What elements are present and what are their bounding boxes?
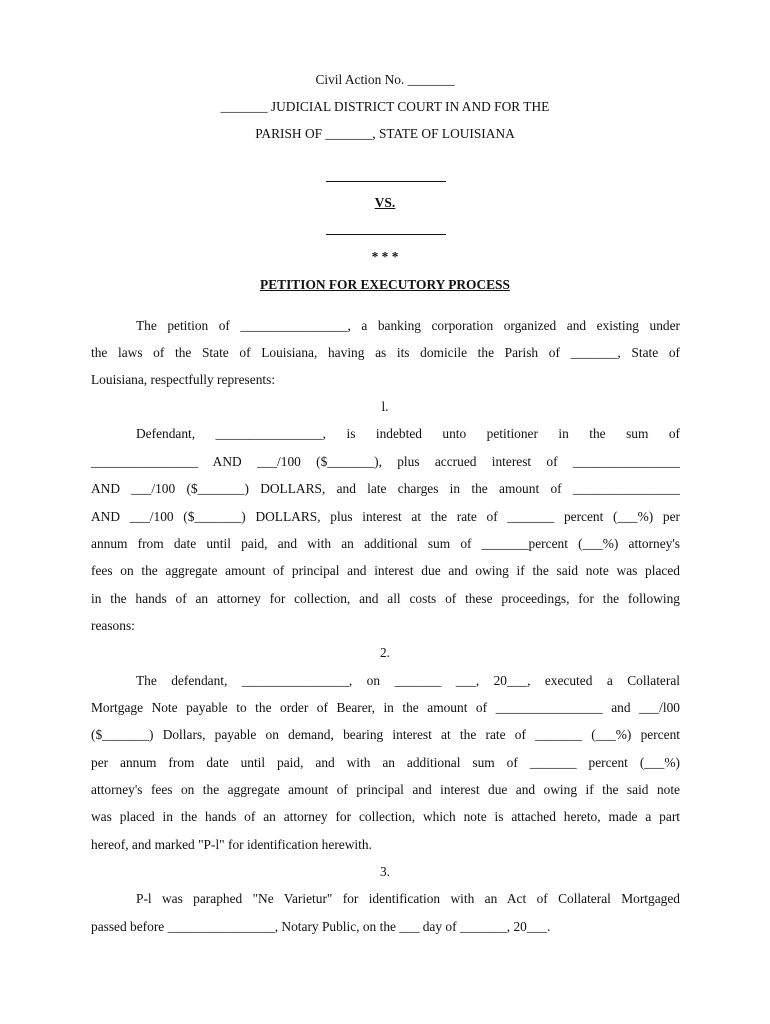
versus-label: VS. <box>374 195 396 210</box>
section-3-line-2: passed before ________________, Notary Public, on the ___ day of _______, 20___. <box>91 919 551 934</box>
section-1-line-7: in the hands of an attorney for collection, and all costs of these proceedings, for the following <box>91 591 680 606</box>
section-2-line-1: The defendant, ________________, on _______ ___, 20___, executed a Collateral <box>136 673 680 688</box>
section-3-line-1: P-l was paraphed "Ne Varietur" for identification with an Act of Collateral Mortgaged <box>136 891 680 906</box>
document-title: PETITION FOR EXECUTORY PROCESS <box>260 277 510 292</box>
section-1-line-3: AND ___/100 ($_______) DOLLARS, and late charges in the amount of ________________ <box>91 481 680 496</box>
section-1-line-4: AND ___/100 ($_______) DOLLARS, plus interest at the rate of _______ percent (___%) per <box>91 509 680 524</box>
section-1-line-5: annum from date until paid, and with an additional sum of _______percent (___%) attorney's <box>91 536 680 551</box>
plaintiff-blank-line <box>326 181 446 182</box>
section-2-line-5: attorney's fees on the aggregate amount of principal and interest due and owing if the said note <box>91 782 680 797</box>
section-1-line-2: ________________ AND ___/100 ($_______), plus accrued interest of ________________ <box>91 454 680 469</box>
section-1-line-6: fees on the aggregate amount of principal and interest due and owing if the said note was placed <box>91 563 680 578</box>
civil-action-number: Civil Action No. _______ <box>315 72 455 87</box>
section-3-number: 3. <box>379 864 391 879</box>
separator-stars: * * * <box>371 249 399 264</box>
court-heading: _______ JUDICIAL DISTRICT COURT IN AND FOR THE <box>220 99 550 114</box>
section-1-number: l. <box>381 399 389 414</box>
section-2-line-2: Mortgage Note payable to the order of Bearer, in the amount of ________________ and ___/l00 <box>91 700 680 715</box>
section-2-line-4: per annum from date until paid, and with an additional sum of _______ percent (___%) <box>91 755 680 770</box>
intro-line-1: The petition of ________________, a banking corporation organized and existing under <box>136 318 680 333</box>
section-2-line-3: ($_______) Dollars, payable on demand, bearing interest at the rate of _______ (___%) percent <box>91 727 680 742</box>
parish-heading: PARISH OF _______, STATE OF LOUISIANA <box>255 126 515 141</box>
section-2-line-6: was placed in the hands of an attorney for collection, which note is attached hereto, made a part <box>91 809 680 824</box>
section-1-line-1: Defendant, ________________, is indebted unto petitioner in the sum of <box>136 426 680 441</box>
section-2-line-7: hereof, and marked "P-l" for identification herewith. <box>91 837 372 852</box>
section-2-number: 2. <box>379 645 391 660</box>
intro-line-2: the laws of the State of Louisiana, having as its domicile the Parish of _______, State of <box>91 345 680 360</box>
defendant-blank-line <box>326 234 446 235</box>
section-1-line-8: reasons: <box>91 618 135 633</box>
intro-line-3: Louisiana, respectfully represents: <box>91 372 276 387</box>
